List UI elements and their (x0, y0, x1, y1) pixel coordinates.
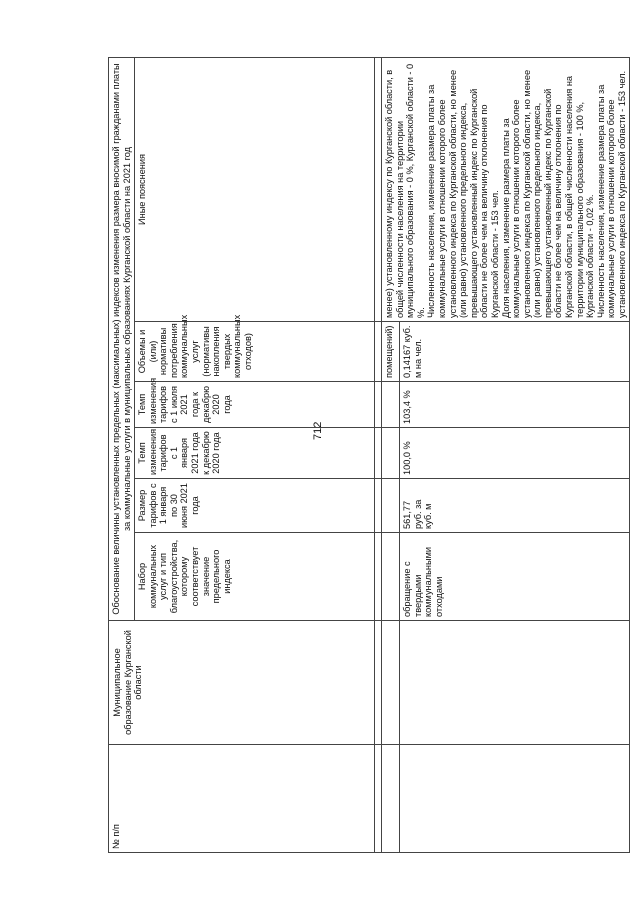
continuation-row (382, 57, 400, 852)
col-header-rate-jan: Темп изменения тарифов с 1 января 2021 года к декабрю 2020 года (135, 428, 375, 479)
col-header-rate-jul: Темп изменения тарифов с 1 июля 2021 года к декабрю 2020 года (135, 382, 375, 428)
explanation-continuation: менее) установленному индексу по Курганской области, в общей численности населения на территории муниципального образования - 0 %, Курганской области - 0 %. (384, 63, 426, 318)
page-number: 712 (312, 421, 324, 440)
cell-service: обращение с твердыми коммунальными отходами (400, 533, 630, 621)
col-header-municipality: Муниципальное образование Курганской области (109, 621, 375, 745)
col-header-volume: Объемы и (или) нормативы потребления коммунальных услуг (нормативы накопления твердых коммунальных отходов) (135, 322, 375, 382)
explanation-2: Доля населения, изменение размера платы за коммунальные услуги в отношении которого более установленного индекса по Курганской области, но менее (или равно) установленного предельного индекса, превышающего установленный индекс по Курганской области не более чем на величину отклонения по Курганской области, в общей численности населения на территории муниципального образования - 100 %, Курганской области - 0,02 %. (500, 69, 596, 318)
rotated-table-container (108, 58, 627, 853)
explanation-cell (382, 57, 630, 321)
cell-rate-jan: 100,0 % (400, 428, 630, 479)
col-header-group: Обоснование величины установленных предельных (максимальных) индексов изменения размера вносимой гражданами платы за коммунальные услуги в муниципальных образованиях Курганской области на 2021 год (109, 57, 135, 620)
col-header-tariff: Размер тарифов с 1 января по 30 июня 2021 года (135, 479, 375, 533)
cell-volume: 0,14167 куб. м на чел. (400, 322, 630, 382)
col-header-number: № п/п (109, 745, 375, 853)
explanation-3: Численность населения, изменение размера платы за коммунальные услуги в отношении которого более установленного индекса по Курганской области - 153 чел. (595, 70, 627, 318)
continuation-volume: помещений) (382, 322, 400, 382)
header-row-1 (109, 57, 135, 852)
col-header-service: Набор коммунальных услуг и тип благоустройства, которому соответствует значение предельного индекса (135, 533, 375, 621)
cell-rate-jul: 103,4 % (400, 382, 630, 428)
cell-tariff: 561,77 руб. за куб. м (400, 479, 630, 533)
spacer-row (375, 57, 382, 852)
justification-table (108, 57, 630, 853)
col-header-other: Иные пояснения (135, 57, 375, 321)
explanation-1: Численность населения, изменение размера платы за коммунальные услуги в отношении которого более установленного индекса по Курганской области, но менее (или равно) установленного предельного индекса, превышающего установленный индекс по Курганской области не более чем на величину отклонения по Курганской области - 153 чел. (426, 69, 500, 318)
